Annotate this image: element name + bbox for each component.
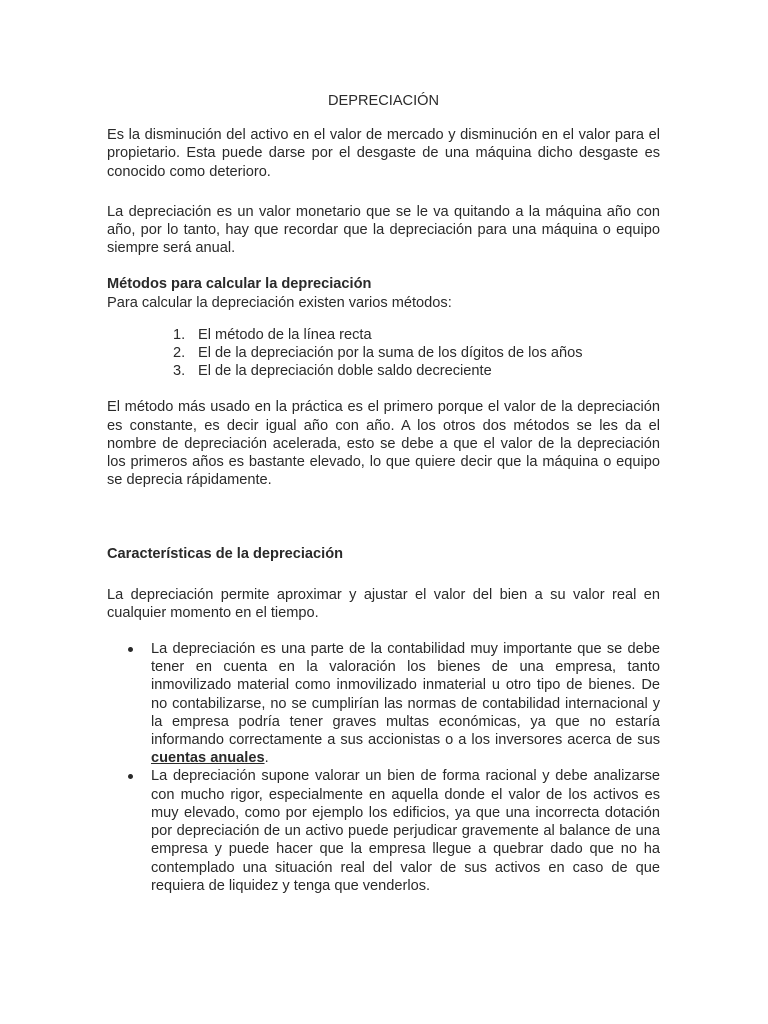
method-text: El método de la línea recta: [198, 326, 372, 343]
characteristics-heading: Características de la depreciación: [107, 546, 344, 563]
methods-heading: Métodos para calcular la depreciación: [107, 276, 372, 293]
intro-paragraph-1: Es la disminución del activo en el valor de mercado y disminución en el valor para el propietario. Esta puede darse por el desgaste de una máquina dicho desgaste es conocido como deterioro.: [107, 127, 660, 180]
intro-paragraph-2: La depreciación es un valor monetario que se le va quitando a la máquina año con año, por lo tanto, hay que recordar que la depreciación para una máquina o equipo siempre será anual.: [107, 203, 660, 257]
bullet-text: La depreciación supone valorar un bien de forma racional y debe analizarse con mucho rigor, especialmente en aquella donde el valor de los activos es muy elevado, como por ejemplo los edificios, ya que una incorrecta dotación por depreciación de un activo puede perjudicar gravemente al balance de una empresa y puede hacer que la empresa llegue a quebrar dado que no ha contemplado una situación real del valor de sus activos en caso de que requiera de liquidez y tenga que venderlos.: [151, 768, 660, 894]
bullet-icon: [128, 647, 133, 652]
characteristics-list: [107, 640, 660, 895]
methods-lead: Para calcular la depreciación existen varios métodos:: [107, 294, 452, 311]
method-item: [173, 344, 660, 362]
document-title: DEPRECIACIÓN: [327, 93, 440, 109]
bullet-text-end: .: [264, 750, 269, 767]
document-page: [107, 92, 660, 895]
list-item: [107, 767, 660, 894]
method-text: El de la depreciación por la suma de los dígitos de los años: [198, 345, 583, 362]
list-item: [107, 640, 660, 767]
methods-explanation: El método más usado en la práctica es el primero porque el valor de la depreciación es constante, es decir igual año con año. A los otros dos métodos se les da el nombre de depreciación acelerada, esto se debe a que el valor de la depreciación los primeros años es bastante elevado, lo que quiere decir que la máquina o equipo se deprecia rápidamente.: [107, 399, 660, 489]
characteristics-lead: La depreciación permite aproximar y ajustar el valor del bien a su valor real en cualquier momento en el tiempo.: [107, 586, 660, 621]
list-number: 3.: [173, 363, 186, 380]
methods-list: [107, 326, 660, 381]
list-number: 1.: [173, 326, 186, 343]
cuentas-anuales-link[interactable]: cuentas anuales: [151, 750, 265, 767]
method-item: [173, 362, 660, 380]
method-item: [173, 326, 660, 344]
bullet-text: La depreciación es una parte de la contabilidad muy importante que se debe tener en cuenta en la valoración los bienes de una empresa, tanto inmovilizado material como inmovilizado inmaterial u otro tipo de bienes. De no contabilizarse, no se cumplirían las normas de contabilidad internacional y la empresa podría tener graves multas económicas, ya que no estaría informando correctamente a sus accionistas o a los inversores acerca de sus: [151, 641, 660, 749]
list-number: 2.: [173, 345, 186, 362]
method-text: El de la depreciación doble saldo decreciente: [198, 363, 492, 380]
bullet-icon: [128, 774, 133, 779]
